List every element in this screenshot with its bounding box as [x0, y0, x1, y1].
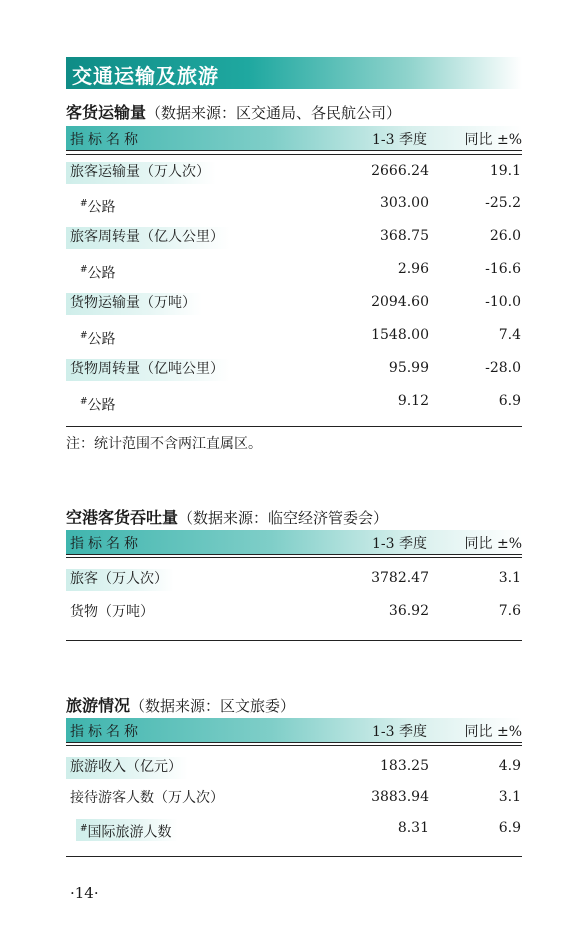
table-row	[66, 566, 522, 590]
table-row	[66, 389, 522, 413]
sub-marker: #	[80, 331, 88, 341]
row-yoy: 3.1	[498, 570, 521, 586]
section-heading: 空港客货吞吐量	[66, 508, 179, 527]
row-value: 368.75	[380, 228, 429, 244]
table-header	[66, 530, 522, 555]
section-title-tourism	[66, 693, 295, 716]
section-title-airport	[66, 505, 388, 528]
row-value: 9.12	[397, 393, 429, 409]
divider	[66, 745, 522, 746]
sub-marker: #	[80, 265, 88, 275]
row-value: 2.96	[397, 261, 429, 277]
table-header	[66, 126, 522, 151]
header-indicator: 指标名称	[70, 724, 142, 740]
header-period: 1-3 季度	[372, 132, 427, 148]
row-yoy: -28.0	[485, 360, 521, 376]
row-yoy: -16.6	[485, 261, 521, 277]
row-yoy: 6.9	[498, 393, 521, 409]
row-label	[76, 260, 122, 282]
divider	[66, 557, 522, 558]
row-label: 接待游客人数（万人次）	[70, 790, 224, 806]
row-label: 货物周转量（亿吨公里）	[66, 359, 230, 381]
row-label: 旅客周转量（亿人公里）	[66, 227, 230, 249]
row-value: 3883.94	[371, 789, 429, 805]
table-row	[66, 754, 522, 778]
table-header	[66, 718, 522, 743]
row-label: 货物运输量（万吨）	[66, 293, 202, 315]
row-label: 货物（万吨）	[70, 604, 154, 620]
row-label-text: 公路	[87, 199, 116, 216]
row-label: 旅客运输量（万人次）	[66, 162, 216, 184]
divider	[66, 426, 522, 427]
sub-marker: #	[80, 199, 88, 209]
header-period: 1-3 季度	[372, 724, 427, 740]
row-yoy: 7.6	[498, 603, 521, 619]
header-yoy: 同比 ±%	[464, 536, 522, 552]
header-yoy: 同比 ±%	[464, 132, 522, 148]
row-value: 2666.24	[371, 163, 429, 179]
row-label: 旅客（万人次）	[66, 569, 174, 591]
header-indicator: 指标名称	[70, 536, 142, 552]
row-label-text: 国际旅游人数	[87, 824, 172, 841]
table-row	[66, 785, 522, 809]
table-row	[66, 323, 522, 347]
section-heading: 客货运输量	[66, 103, 147, 122]
row-label-text: 公路	[87, 331, 116, 348]
row-yoy: 26.0	[489, 228, 521, 244]
divider	[66, 154, 522, 155]
row-yoy: 6.9	[498, 820, 521, 836]
row-value: 1548.00	[371, 327, 429, 343]
row-label	[76, 194, 122, 216]
row-yoy: 7.4	[498, 327, 521, 343]
row-label	[76, 819, 178, 841]
table-row	[66, 191, 522, 215]
row-value: 36.92	[388, 603, 429, 619]
row-value: 8.31	[397, 820, 429, 836]
row-label: 旅游收入（亿元）	[66, 757, 188, 779]
section-source: （数据来源：临空经济管委会）	[178, 509, 389, 527]
table-row	[66, 224, 522, 248]
table-row	[66, 356, 522, 380]
table-row	[66, 290, 522, 314]
sub-marker: #	[80, 397, 88, 407]
row-label-text: 公路	[87, 397, 116, 414]
divider	[66, 856, 522, 857]
row-label	[76, 326, 122, 348]
table-row	[66, 257, 522, 281]
row-value: 183.25	[380, 758, 429, 774]
row-value: 95.99	[388, 360, 429, 376]
table-row	[66, 599, 522, 623]
table-row	[66, 159, 522, 183]
row-yoy: -10.0	[485, 294, 521, 310]
section-source: （数据来源：区交通局、各民航公司）	[146, 104, 402, 122]
row-label	[76, 392, 122, 414]
footnote: 注：统计范围不含两江直属区。	[66, 436, 262, 452]
row-yoy: 19.1	[489, 163, 521, 179]
row-value: 2094.60	[371, 294, 429, 310]
divider	[66, 640, 522, 641]
page-title: 交通运输及旅游	[72, 64, 219, 88]
section-heading: 旅游情况	[66, 696, 131, 715]
page-title-banner	[66, 57, 522, 89]
row-yoy: 3.1	[498, 789, 521, 805]
section-title-freight-passenger	[66, 100, 401, 123]
row-yoy: -25.2	[485, 195, 521, 211]
section-source: （数据来源：区文旅委）	[130, 697, 296, 715]
header-indicator: 指标名称	[70, 132, 142, 148]
sub-marker: #	[80, 824, 88, 834]
row-value: 303.00	[380, 195, 429, 211]
header-period: 1-3 季度	[372, 536, 427, 552]
header-yoy: 同比 ±%	[464, 724, 522, 740]
row-yoy: 4.9	[498, 758, 521, 774]
row-label-text: 公路	[87, 265, 116, 282]
table-row	[66, 816, 522, 840]
page-number: ·14·	[70, 884, 99, 902]
row-value: 3782.47	[371, 570, 429, 586]
